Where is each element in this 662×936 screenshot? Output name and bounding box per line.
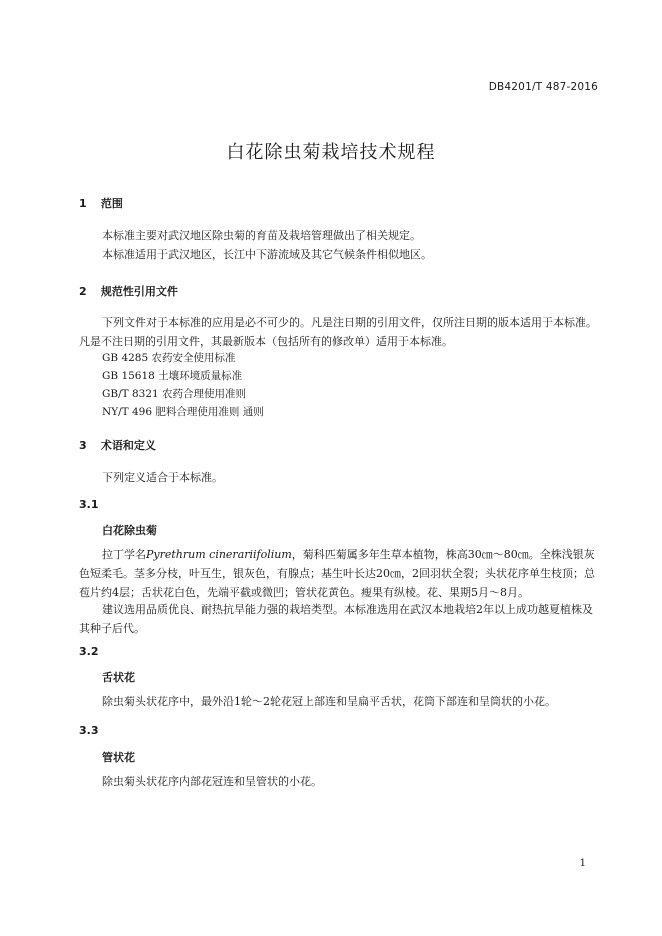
- term-definition-paragraph: [79, 545, 601, 602]
- document-code: DB4201/T 487-2016: [488, 81, 598, 93]
- definition-text: ，菊科匹菊属多年生草本植物，株高30㎝～80㎝。全株浅银灰色短柔毛。茎多分枝，叶互生，银灰色，有腺点；基生叶长达20㎝，2回羽状全裂；头状花序单生枝顶；总苞片约4层；舌状花白色，先端平截或微凹；管状花黄色。瘦果有纵棱。花、果期5月～8月。: [79, 548, 595, 599]
- latin-name: Pyrethrum cinerariifolium: [146, 548, 292, 561]
- normative-refs-paragraph: 下列文件对于本标准的应用是必不可少的。凡是注日期的引用文件，仅所注日期的版本适用于本标准。凡是不注日期的引用文件，其最新版本（包括所有的修改单）适用于本标准。: [79, 316, 597, 348]
- latin-name-prefix: 拉丁学名: [102, 548, 146, 561]
- term-heading: 管状花: [102, 751, 135, 764]
- subsection-3-2-number: 3.2: [79, 645, 99, 658]
- term-definition-paragraph: 除虫菊头状花序内部花冠连和呈管状的小花。: [102, 775, 322, 788]
- section-number: 2: [79, 285, 87, 298]
- section-2-heading: [79, 283, 178, 299]
- scope-paragraph-1: 本标准主要对武汉地区除虫菊的育苗及栽培管理做出了相关规定。: [102, 229, 421, 242]
- term-recommendation-paragraph: 建议选用品质优良、耐热抗旱能力强的栽培类型。本标准选用在武汉本地栽培2年以上成功越夏植株及其种子后代。: [79, 603, 593, 635]
- subsection-3-3-number: 3.3: [79, 724, 99, 737]
- term-heading: 舌状花: [102, 671, 135, 684]
- reference-item: GB 15618 土壤环境质量标准: [102, 370, 243, 382]
- subsection-3-1-number: 3.1: [79, 498, 99, 511]
- term-heading: 白花除虫菊: [102, 524, 157, 537]
- section-1-heading: [79, 195, 123, 211]
- section-number: 1: [79, 197, 87, 210]
- reference-item: NY/T 496 肥料合理使用准则 通则: [102, 406, 264, 418]
- reference-item: GB/T 8321 农药合理使用准则: [102, 388, 247, 400]
- term-definition-paragraph: 除虫菊头状花序中，最外沿1轮～2轮花冠上部连和呈扁平舌状，花筒下部连和呈筒状的小花。: [102, 695, 556, 708]
- page-title: 白花除虫菊栽培技术规程: [226, 142, 436, 163]
- scope-paragraph-2: 本标准适用于武汉地区，长江中下游流域及其它气候条件相似地区。: [102, 248, 432, 261]
- section-3-heading: [79, 437, 156, 453]
- page-number: 1: [579, 858, 586, 869]
- section-title: 范围: [100, 197, 123, 210]
- section-title: 术语和定义: [100, 439, 156, 452]
- reference-item: GB 4285 农药安全使用标准: [102, 352, 236, 364]
- section-number: 3: [79, 439, 87, 452]
- definitions-intro-paragraph: 下列定义适合于本标准。: [102, 471, 223, 484]
- section-title: 规范性引用文件: [100, 285, 178, 298]
